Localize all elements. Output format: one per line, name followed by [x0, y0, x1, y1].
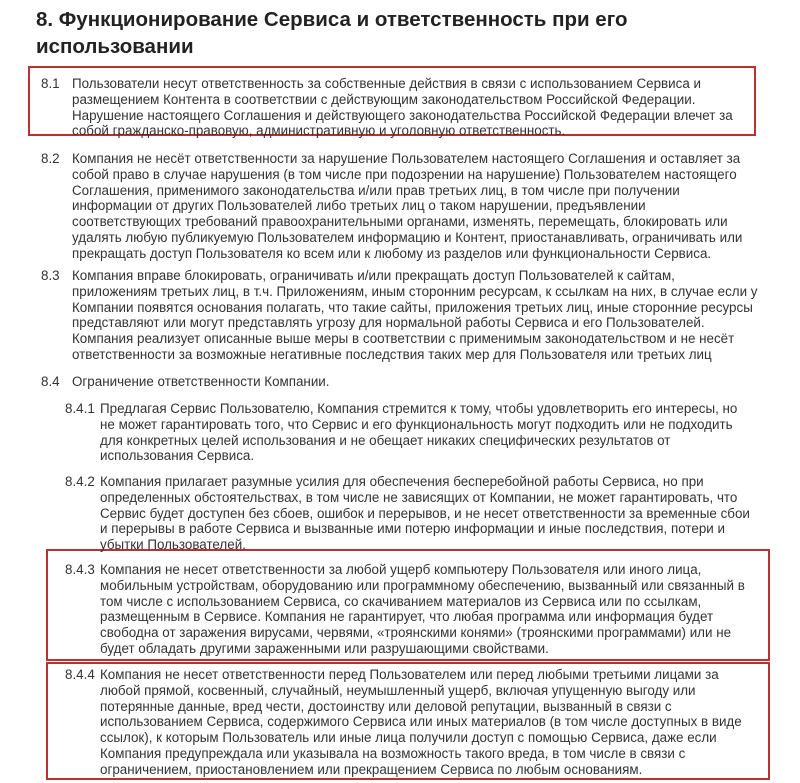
- clause-number: 8.4.4: [65, 667, 95, 682]
- clause-number: 8.4.1: [65, 401, 95, 416]
- clause-number: 8.1: [41, 76, 60, 91]
- clause-text: Пользователи несут ответственность за собственные действия в связи с использованием Сервиса и размещением Контента в соответствии с действующим законодательством Российской Федерации. Нарушение настоящего Соглашения и действующего законодательства Российской Федерации влечет за собой гражданско-правовую, административную и уголовную ответственность.: [72, 76, 733, 139]
- clause-number: 8.4: [41, 374, 60, 389]
- clause-text: Предлагая Сервис Пользователю, Компания стремится к тому, чтобы удовлетворить его интересы, но не может гарантировать того, что Сервис и его функциональность могут подходить или не подходить для конкретных целей использования и не обещает никаких специфических результатов от использования Сервиса.: [100, 401, 738, 464]
- clause-number: 8.3: [41, 268, 60, 283]
- clause-number: 8.4.3: [65, 562, 95, 577]
- clause-text: Компания не несет ответственности перед Пользователем или перед любыми третьими лицами за любой прямой, косвенный, случайный, неумышленный ущерб, включая упущенную выгоду или потерянные данные, вред чести, достоинству или деловой репутации, вызванный в связи с использованием Сервиса, содержимого Сервиса или иных материалов (в том числе доступных в виде ссылок), к которым Пользователь или иные лица получили доступ с помощью Сервиса, даже если Компания предупреждала или указывала на возможность такого вреда, в том числе в связи с ограничением, приостановлением или прекращением Сервиса по любым основаниям.: [100, 667, 742, 777]
- page-title: 8. Функционирование Сервиса и ответственность при его использовании: [36, 8, 628, 58]
- clause-number: 8.4.2: [65, 474, 95, 489]
- clause-text: Компания не несёт ответственности за нарушение Пользователем настоящего Соглашения и оставляет за собой право в случае нарушения (в том числе при подозрении на нарушение) Пользователем настоящего Соглашения, применимого законодательства и/или прав третьих лиц, в том числе при получении информации от других Пользователей либо третьих лиц о таком нарушении, предъявлении соответствующих требований правоохранительными органами, изменять, перемещать, блокировать или удалять любую публикуемую Пользователем информацию и Контент, приостанавливать, ограничивать или прекращать доступ Пользователя ко всем или к любому из разделов или функциональности Сервиса.: [72, 151, 743, 261]
- clause-text: Ограничение ответственности Компании.: [72, 374, 330, 389]
- clause-number: 8.2: [41, 151, 60, 166]
- clause-text: Компания прилагает разумные усилия для обеспечения бесперебойной работы Сервиса, но при определенных обстоятельствах, в том числе не зависящих от Компании, не может гарантировать, что Сервис будет доступен без сбоев, ошибок и перерывов, и не несет ответственности за временные сбои и перерывы в работе Сервиса и вызванные ими потерю информации и иные последствия, потери и убытки Пользователей.: [100, 474, 750, 553]
- clause-text: Компания вправе блокировать, ограничивать и/или прекращать доступ Пользователей к сайтам, приложениям третьих лиц, в т.ч. Приложениям, иным сторонним ресурсам, к ссылкам на них, в случае если у Компании появятся основания полагать, что такие сайты, приложения третьих лиц, иные сторонние ресурсы представляют или могут представлять угрозу для нормальной работы Сервиса и его Пользователей. Компания реализует описанные выше меры в соответствии с применимым законодательством и не несёт ответственности за возможные негативные последствия таких мер для Пользователя или третьих лиц: [72, 268, 758, 362]
- clause-text: Компания не несет ответственности за любой ущерб компьютеру Пользователя или иного лица, мобильным устройствам, оборудованию или программному обеспечению, вызванный или связанный в том числе с использованием Сервиса, со скачиванием материалов из Сервиса или по ссылкам, размещенным в Сервисе. Компания не гарантирует, что любая программа или информация будет свободна от заражения вирусами, червями, «троянскими конями» (троянскими программами) или не будет обладать другими зараженными или разрушающими свойствами.: [100, 562, 745, 656]
